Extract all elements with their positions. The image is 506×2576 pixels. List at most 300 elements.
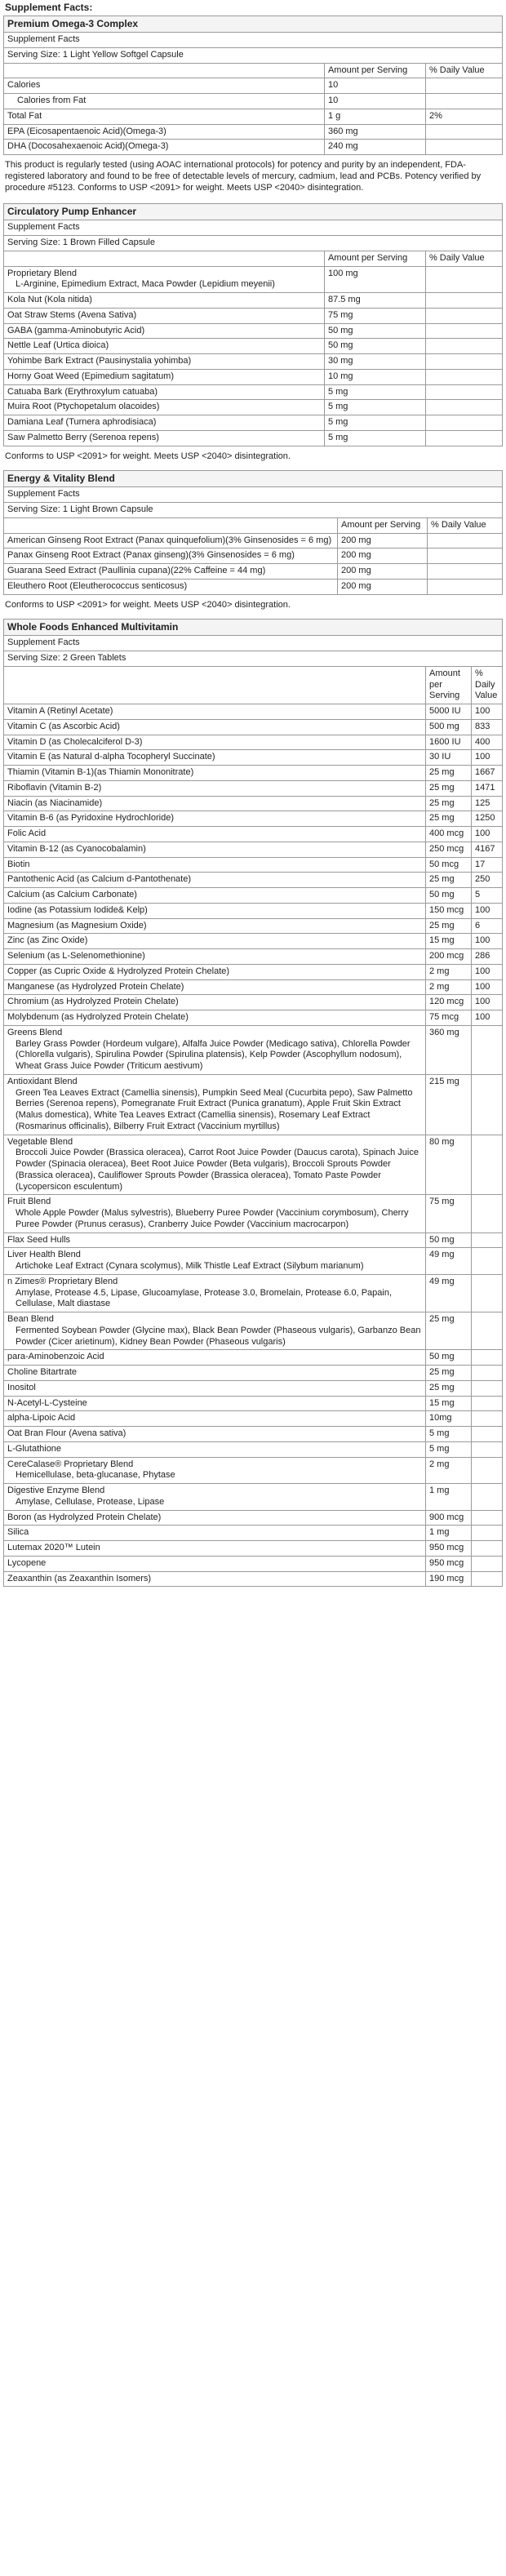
circ-ingredient-name: Catuaba Bark (Erythroxylum catuaba) bbox=[7, 386, 158, 397]
multi-ingredient-name: CereCalase® Proprietary Blend bbox=[7, 1459, 134, 1469]
multi-row bbox=[4, 1380, 503, 1396]
multi-dv-cell bbox=[472, 1526, 503, 1541]
circ-dv-cell bbox=[425, 354, 502, 370]
multi-row bbox=[4, 1350, 503, 1366]
energy-note: Conforms to USP <2091> for weight. Meets USP <2040> disintegration. bbox=[5, 599, 291, 610]
circ-ingredient-cell bbox=[4, 354, 325, 370]
circ-ingredient-cell bbox=[4, 384, 325, 400]
multi-dv-cell: 100 bbox=[472, 1010, 503, 1026]
multi-row bbox=[4, 1571, 503, 1587]
multi-ingredient-cell bbox=[4, 979, 426, 995]
multi-dv-cell: 1250 bbox=[472, 811, 503, 827]
multi-row bbox=[4, 1010, 503, 1026]
omega-amount-cell: 360 mg bbox=[324, 124, 425, 140]
circ-amount-cell: 5 mg bbox=[324, 400, 425, 415]
multi-ingredient-cell bbox=[4, 1248, 426, 1275]
multi-dv-cell: 100 bbox=[472, 704, 503, 720]
multi-ingredient-cell bbox=[4, 750, 426, 766]
multi-ingredient-cell bbox=[4, 873, 426, 888]
energy-ingredient-cell bbox=[4, 579, 338, 594]
energy-amount-cell: 200 mg bbox=[338, 533, 428, 549]
energy-amount-cell: 200 mg bbox=[338, 549, 428, 564]
multi-dv-cell bbox=[472, 1396, 503, 1411]
multi-ingredient-cell bbox=[4, 1366, 426, 1381]
multi-row bbox=[4, 1484, 503, 1511]
multi-ingredient-name: Vegetable Blend bbox=[7, 1136, 73, 1147]
circ-row bbox=[4, 323, 503, 339]
multi-ingredient-name: Riboflavin (Vitamin B-2) bbox=[7, 782, 102, 793]
multi-dv-cell bbox=[472, 1074, 503, 1135]
circ-row bbox=[4, 430, 503, 446]
multi-ingredient-name: alpha-Lipoic Acid bbox=[7, 1413, 76, 1423]
circ-row bbox=[4, 266, 503, 293]
multi-dv-cell bbox=[472, 1571, 503, 1587]
multi-ingredient-cell bbox=[4, 1312, 426, 1350]
multi-blend-ingredients: Hemicellulase, beta-glucanase, Phytase bbox=[16, 1470, 175, 1481]
multi-amount-cell: 25 mg bbox=[426, 1380, 472, 1396]
multi-blend-ingredients: Green Tea Leaves Extract (Camellia sinensis), Pumpkin Seed Meal (Cucurbita pepo), Saw Palmetto Berries (Serenoa repens), Pomegranate Fruit Extract (Punica granatum), Apple Fruit Skin Extract (Malus domestica), White Tea Leaves Extract (Camellia sinensis), Rosemary Leaf Extract (Rosmarinus officinalis), Bilberry Fruit Extract (Vaccinium myrtillus) bbox=[16, 1087, 413, 1131]
circ-ingredient-cell bbox=[4, 293, 325, 309]
multi-amount-cell: 25 mg bbox=[426, 796, 472, 811]
multi-header-blank bbox=[4, 666, 426, 704]
multi-amount-cell: 150 mcg bbox=[426, 903, 472, 918]
multi-ingredient-name: Manganese (as Hydrolyzed Protein Chelate) bbox=[7, 981, 184, 992]
multi-ingredient-cell bbox=[4, 842, 426, 857]
energy-ingredient-cell bbox=[4, 549, 338, 564]
multi-ingredient-cell bbox=[4, 1380, 426, 1396]
omega-amount-cell: 240 mg bbox=[324, 140, 425, 155]
multi-ingredient-cell bbox=[4, 1541, 426, 1557]
energy-serving-size: Serving Size: 1 Light Brown Capsule bbox=[4, 503, 503, 518]
multi-amount-cell: 2 mg bbox=[426, 964, 472, 979]
multi-ingredient-cell bbox=[4, 704, 426, 720]
multi-row bbox=[4, 1541, 503, 1557]
multi-ingredient-cell bbox=[4, 964, 426, 979]
multi-ingredient-cell bbox=[4, 827, 426, 842]
multi-dv-cell: 100 bbox=[472, 750, 503, 766]
circ-ingredient-name: Nettle Leaf (Urtica dioica) bbox=[7, 340, 109, 351]
multi-ingredient-cell bbox=[4, 1510, 426, 1526]
multi-amount-cell: 190 mcg bbox=[426, 1571, 472, 1587]
multi-ingredient-name: Antioxidant Blend bbox=[7, 1076, 78, 1086]
multi-dv-cell bbox=[472, 1484, 503, 1511]
multi-ingredient-name: Pantothenic Acid (as Calcium d-Pantothenate) bbox=[7, 874, 192, 885]
circ-dv-cell bbox=[425, 369, 502, 384]
multi-ingredient-cell bbox=[4, 1526, 426, 1541]
energy-ingredient-name: Guarana Seed Extract (Paullinia cupana)(22% Caffeine = 44 mg) bbox=[7, 566, 266, 575]
omega-dv-cell: 2% bbox=[425, 109, 502, 124]
multi-ingredient-name: n Zimes® Proprietary Blend bbox=[7, 1276, 118, 1286]
multi-ingredient-name: Niacin (as Niacinamide) bbox=[7, 797, 103, 808]
multi-amount-cell: 950 mcg bbox=[426, 1541, 472, 1557]
multi-amount-cell: 950 mcg bbox=[426, 1556, 472, 1571]
circ-ingredient-cell bbox=[4, 339, 325, 354]
circ-facts-label: Supplement Facts bbox=[4, 220, 503, 236]
multi-amount-cell: 50 mg bbox=[426, 888, 472, 904]
omega-ingredient-cell bbox=[4, 124, 325, 140]
multi-serving-size: Serving Size: 2 Green Tablets bbox=[4, 651, 503, 667]
multi-amount-cell: 400 mcg bbox=[426, 827, 472, 842]
circ-amount-cell: 100 mg bbox=[324, 266, 425, 293]
omega-ingredient-cell bbox=[4, 140, 325, 155]
multi-row bbox=[4, 873, 503, 888]
multi-ingredient-cell bbox=[4, 1274, 426, 1312]
multi-row bbox=[4, 995, 503, 1010]
circ-title: Circulatory Pump Enhancer bbox=[4, 204, 503, 220]
circ-dv-cell bbox=[425, 430, 502, 446]
circ-row bbox=[4, 369, 503, 384]
omega-header-blank bbox=[4, 63, 325, 78]
omega-col-amount: Amount per Serving bbox=[324, 63, 425, 78]
circ-dv-cell bbox=[425, 308, 502, 323]
multi-dv-cell bbox=[472, 1025, 503, 1074]
circ-note: Conforms to USP <2091> for weight. Meets USP <2040> disintegration. bbox=[5, 451, 291, 461]
multi-ingredient-name: Iodine (as Potassium Iodide& Kelp) bbox=[7, 904, 148, 915]
multi-row bbox=[4, 766, 503, 781]
multi-row bbox=[4, 827, 503, 842]
energy-header-blank bbox=[4, 517, 338, 533]
omega-ingredient-name: Total Fat bbox=[7, 110, 42, 121]
energy-dv-cell bbox=[428, 533, 503, 549]
multi-dv-cell bbox=[472, 1312, 503, 1350]
multi-row bbox=[4, 903, 503, 918]
multi-amount-cell: 5 mg bbox=[426, 1441, 472, 1457]
multi-blend-ingredients: Fermented Soybean Powder (Glycine max), Black Bean Powder (Phaseous vulgaris), Garbanzo Bean Powder (Cicer arietinum), Kidney Bean Powder (Phaseous vulgaris) bbox=[16, 1325, 421, 1347]
multi-row bbox=[4, 704, 503, 720]
multi-dv-cell: 17 bbox=[472, 857, 503, 873]
multi-row bbox=[4, 964, 503, 979]
multi-ingredient-name: Oat Bran Flour (Avena sativa) bbox=[7, 1428, 126, 1438]
multi-row bbox=[4, 1025, 503, 1074]
circ-row bbox=[4, 400, 503, 415]
circ-facts-table bbox=[3, 203, 503, 446]
multi-dv-cell bbox=[472, 1232, 503, 1248]
multi-ingredient-name: Inositol bbox=[7, 1382, 36, 1392]
multi-ingredient-cell bbox=[4, 1484, 426, 1511]
multi-amount-cell: 200 mcg bbox=[426, 949, 472, 965]
circ-ingredient-cell bbox=[4, 266, 325, 293]
multi-ingredient-name: Digestive Enzyme Blend bbox=[7, 1486, 105, 1495]
multi-dv-cell bbox=[472, 1380, 503, 1396]
multi-ingredient-cell bbox=[4, 735, 426, 750]
energy-facts-table bbox=[3, 470, 503, 594]
multi-blend-ingredients: Broccoli Juice Powder (Brassica oleracea), Carrot Root Juice Powder (Daucus carota), Spinach Juice Powder (Spinacia oleracea), Beet Root Juice Powder (Beta vulgaris), Broccoli Sprouts Powder (Brassica oleracea), Cauliflower Sprouts Powder (Brassica oleracea), Tomato Paste Powder (Lycopersicon esculentum) bbox=[16, 1148, 419, 1192]
multi-ingredient-cell bbox=[4, 857, 426, 873]
omega-row bbox=[4, 94, 503, 109]
circ-ingredient-name: Saw Palmetto Berry (Serenoa repens) bbox=[7, 432, 159, 442]
circ-row bbox=[4, 339, 503, 354]
multi-ingredient-name: Liver Health Blend bbox=[7, 1250, 81, 1260]
multi-ingredient-cell bbox=[4, 1232, 426, 1248]
energy-ingredient-cell bbox=[4, 564, 338, 580]
multi-row bbox=[4, 1074, 503, 1135]
energy-dv-cell bbox=[428, 549, 503, 564]
multi-ingredient-cell bbox=[4, 1441, 426, 1457]
multi-ingredient-cell bbox=[4, 1411, 426, 1427]
multi-row bbox=[4, 1457, 503, 1484]
multi-amount-cell: 215 mg bbox=[426, 1074, 472, 1135]
multi-dv-cell bbox=[472, 1195, 503, 1232]
multi-ingredient-cell bbox=[4, 796, 426, 811]
multi-row bbox=[4, 1232, 503, 1248]
multi-dv-cell: 100 bbox=[472, 995, 503, 1010]
multi-ingredient-cell bbox=[4, 1571, 426, 1587]
multi-ingredient-name: Folic Acid bbox=[7, 828, 47, 838]
multi-row bbox=[4, 918, 503, 934]
multi-ingredient-cell bbox=[4, 1074, 426, 1135]
multi-amount-cell: 120 mcg bbox=[426, 995, 472, 1010]
multi-blend-ingredients: Whole Apple Powder (Malus sylvestris), Blueberry Puree Powder (Vaccinium corymbosum), Cherry Puree Powder (Prunus cerasus), Cranberry Juice Powder (Vaccinium macrocarpon) bbox=[16, 1208, 409, 1229]
multi-dv-cell bbox=[472, 1556, 503, 1571]
multi-row bbox=[4, 1366, 503, 1381]
omega-dv-cell bbox=[425, 140, 502, 155]
multi-amount-cell: 2 mg bbox=[426, 979, 472, 995]
circ-ingredient-name: Oat Straw Stems (Avena Sativa) bbox=[7, 309, 137, 320]
multi-ingredient-name: Lycopene bbox=[7, 1557, 47, 1568]
multi-ingredient-cell bbox=[4, 918, 426, 934]
circ-col-amount: Amount per Serving bbox=[324, 251, 425, 266]
multi-dv-cell: 400 bbox=[472, 735, 503, 750]
multi-dv-cell: 100 bbox=[472, 827, 503, 842]
multi-ingredient-name: Flax Seed Hulls bbox=[7, 1234, 71, 1245]
omega-dv-cell bbox=[425, 94, 502, 109]
multi-dv-cell: 100 bbox=[472, 964, 503, 979]
circ-amount-cell: 10 mg bbox=[324, 369, 425, 384]
multi-amount-cell: 50 mcg bbox=[426, 857, 472, 873]
multi-amount-cell: 1 mg bbox=[426, 1484, 472, 1511]
multi-dv-cell bbox=[472, 1541, 503, 1557]
multi-row bbox=[4, 857, 503, 873]
multi-row bbox=[4, 1248, 503, 1275]
circ-serving-size: Serving Size: 1 Brown Filled Capsule bbox=[4, 236, 503, 251]
multi-ingredient-name: Greens Blend bbox=[7, 1027, 63, 1037]
multi-dv-cell bbox=[472, 1441, 503, 1457]
multi-ingredient-name: Vitamin E (as Natural d-alpha Tocopheryl Succinate) bbox=[7, 752, 215, 762]
multi-amount-cell: 1600 IU bbox=[426, 735, 472, 750]
multi-ingredient-cell bbox=[4, 780, 426, 796]
multi-ingredient-name: Vitamin B-12 (as Cyanocobalamin) bbox=[7, 843, 146, 854]
multi-amount-cell: 25 mg bbox=[426, 873, 472, 888]
circ-amount-cell: 5 mg bbox=[324, 384, 425, 400]
multi-amount-cell: 1 mg bbox=[426, 1526, 472, 1541]
omega-facts-label: Supplement Facts bbox=[4, 33, 503, 48]
energy-row bbox=[4, 579, 503, 594]
multi-ingredient-name: Lutemax 2020™ Lutein bbox=[7, 1543, 100, 1552]
multi-row bbox=[4, 888, 503, 904]
energy-row bbox=[4, 549, 503, 564]
multi-ingredient-name: Boron (as Hydrolyzed Protein Chelate) bbox=[7, 1512, 162, 1522]
circ-dv-cell bbox=[425, 384, 502, 400]
multi-row bbox=[4, 1427, 503, 1442]
multi-ingredient-name: Molybdenum (as Hydrolyzed Protein Chelate) bbox=[7, 1012, 189, 1022]
multi-amount-cell: 250 mcg bbox=[426, 842, 472, 857]
circ-amount-cell: 50 mg bbox=[324, 323, 425, 339]
omega-ingredient-name: Calories from Fat bbox=[17, 95, 87, 105]
omega-dv-cell bbox=[425, 124, 502, 140]
multi-row bbox=[4, 1510, 503, 1526]
multi-ingredient-name: N-Acetyl-L-Cysteine bbox=[7, 1397, 87, 1408]
multi-ingredient-cell bbox=[4, 1010, 426, 1026]
multi-amount-cell: 49 mg bbox=[426, 1248, 472, 1275]
omega-note: This product is regularly tested (using AOAC international protocols) for potency and purity by an independent, FDA-registered laboratory and found to be free of detectable levels of mercury, cadmium, lead and PCBs. Potency verified by procedure #5123. Conforms to USP <2091> for weight. Meets USP <2040> disintegration. bbox=[5, 160, 482, 193]
omega-row bbox=[4, 124, 503, 140]
multi-ingredient-cell bbox=[4, 1025, 426, 1074]
multi-ingredient-cell bbox=[4, 995, 426, 1010]
circ-row bbox=[4, 293, 503, 309]
energy-amount-cell: 200 mg bbox=[338, 564, 428, 580]
circ-ingredient-name: GABA (gamma-Aminobutyric Acid) bbox=[7, 325, 145, 335]
multi-ingredient-name: Selenium (as L-Selenomethionine) bbox=[7, 951, 145, 961]
circ-amount-cell: 30 mg bbox=[324, 354, 425, 370]
multi-dv-cell: 100 bbox=[472, 934, 503, 949]
multi-row bbox=[4, 1441, 503, 1457]
multi-blend-ingredients: Amylase, Protease 4.5, Lipase, Glucoamylase, Protease 3.0, Bromelain, Protease 6.0, Papain, Cellulase, Malt diastase bbox=[16, 1287, 393, 1309]
multi-ingredient-cell bbox=[4, 766, 426, 781]
circ-dv-cell bbox=[425, 293, 502, 309]
page-heading: Supplement Facts: bbox=[5, 2, 93, 13]
multi-ingredient-name: Chromium (as Hydrolyzed Protein Chelate) bbox=[7, 997, 179, 1007]
multi-ingredient-name: Vitamin B-6 (as Pyridoxine Hydrochloride) bbox=[7, 813, 174, 824]
energy-ingredient-cell bbox=[4, 533, 338, 549]
multi-ingredient-cell bbox=[4, 1396, 426, 1411]
omega-title: Premium Omega-3 Complex bbox=[4, 16, 503, 33]
multi-amount-cell: 15 mg bbox=[426, 934, 472, 949]
energy-ingredient-name: American Ginseng Root Extract (Panax quinquefolium)(3% Ginsenosides = 6 mg) bbox=[7, 535, 332, 545]
omega-amount-cell: 1 g bbox=[324, 109, 425, 124]
circ-amount-cell: 50 mg bbox=[324, 339, 425, 354]
circ-ingredient-cell bbox=[4, 430, 325, 446]
omega-amount-cell: 10 bbox=[324, 78, 425, 94]
multi-amount-cell: 75 mg bbox=[426, 1195, 472, 1232]
multi-ingredient-cell bbox=[4, 1135, 426, 1195]
omega-facts-table bbox=[3, 16, 503, 155]
multi-dv-cell bbox=[472, 1135, 503, 1195]
energy-title: Energy & Vitality Blend bbox=[4, 471, 503, 487]
omega-ingredient-name: Calories bbox=[7, 80, 41, 91]
multi-row bbox=[4, 796, 503, 811]
circ-dv-cell bbox=[425, 266, 502, 293]
omega-ingredient-cell bbox=[4, 94, 325, 109]
multi-ingredient-cell bbox=[4, 949, 426, 965]
multi-amount-cell: 2 mg bbox=[426, 1457, 472, 1484]
multi-ingredient-name: Silica bbox=[7, 1527, 29, 1538]
omega-ingredient-cell bbox=[4, 78, 325, 94]
omega-ingredient-name: EPA (Eicosapentaenoic Acid)(Omega-3) bbox=[7, 126, 166, 136]
omega-ingredient-name: DHA (Docosahexaenoic Acid)(Omega-3) bbox=[7, 141, 169, 152]
multi-ingredient-name: Fruit Blend bbox=[7, 1197, 51, 1207]
energy-dv-cell bbox=[428, 579, 503, 594]
multi-amount-cell: 50 mg bbox=[426, 1350, 472, 1366]
multi-dv-cell: 5 bbox=[472, 888, 503, 904]
multi-blend-ingredients: Artichoke Leaf Extract (Cynara scolymus), Milk Thistle Leaf Extract (Silybum marianum) bbox=[16, 1261, 364, 1271]
circ-ingredient-cell bbox=[4, 323, 325, 339]
omega-dv-cell bbox=[425, 78, 502, 94]
circ-dv-cell bbox=[425, 415, 502, 431]
multi-dv-cell: 1471 bbox=[472, 780, 503, 796]
omega-row bbox=[4, 78, 503, 94]
energy-ingredient-name: Panax Ginseng Root Extract (Panax ginseng)(3% Ginsenosides = 6 mg) bbox=[7, 550, 295, 561]
multi-ingredient-name: Calcium (as Calcium Carbonate) bbox=[7, 890, 137, 899]
multi-amount-cell: 25 mg bbox=[426, 811, 472, 827]
multi-ingredient-cell bbox=[4, 934, 426, 949]
multi-row bbox=[4, 1411, 503, 1427]
multi-dv-cell bbox=[472, 1427, 503, 1442]
multi-dv-cell bbox=[472, 1248, 503, 1275]
omega-col-dv: % Daily Value bbox=[425, 63, 502, 78]
multi-ingredient-name: Vitamin C (as Ascorbic Acid) bbox=[7, 721, 120, 731]
multi-amount-cell: 25 mg bbox=[426, 1366, 472, 1381]
energy-dv-cell bbox=[428, 564, 503, 580]
multi-amount-cell: 900 mcg bbox=[426, 1510, 472, 1526]
circ-row bbox=[4, 354, 503, 370]
multi-row bbox=[4, 780, 503, 796]
multi-blend-ingredients: Amylase, Cellulase, Protease, Lipase bbox=[16, 1496, 165, 1507]
multi-amount-cell: 30 IU bbox=[426, 750, 472, 766]
multi-ingredient-cell bbox=[4, 719, 426, 735]
multi-ingredient-name: Bean Blend bbox=[7, 1314, 54, 1324]
circ-ingredient-name: Kola Nut (Kola nitida) bbox=[7, 295, 92, 304]
multi-ingredient-name: L-Glutathione bbox=[7, 1443, 62, 1454]
multi-dv-cell: 6 bbox=[472, 918, 503, 934]
multi-ingredient-name: Biotin bbox=[7, 859, 30, 869]
multi-ingredient-cell bbox=[4, 1427, 426, 1442]
multi-amount-cell: 25 mg bbox=[426, 766, 472, 781]
multi-facts-table bbox=[3, 619, 503, 1587]
multi-dv-cell: 100 bbox=[472, 903, 503, 918]
multi-row bbox=[4, 1135, 503, 1195]
multi-ingredient-name: Vitamin A (Retinyl Acetate) bbox=[7, 706, 113, 716]
multi-dv-cell: 286 bbox=[472, 949, 503, 965]
multi-dv-cell bbox=[472, 1366, 503, 1381]
multi-amount-cell: 5000 IU bbox=[426, 704, 472, 720]
circ-row bbox=[4, 384, 503, 400]
energy-row bbox=[4, 564, 503, 580]
circ-amount-cell: 87.5 mg bbox=[324, 293, 425, 309]
multi-amount-cell: 80 mg bbox=[426, 1135, 472, 1195]
multi-dv-cell: 125 bbox=[472, 796, 503, 811]
multi-row bbox=[4, 1195, 503, 1232]
multi-row bbox=[4, 1274, 503, 1312]
multi-amount-cell: 25 mg bbox=[426, 1312, 472, 1350]
multi-ingredient-cell bbox=[4, 1350, 426, 1366]
multi-title: Whole Foods Enhanced Multivitamin bbox=[4, 620, 503, 636]
energy-col-amount: Amount per Serving bbox=[338, 517, 428, 533]
circ-amount-cell: 5 mg bbox=[324, 430, 425, 446]
circ-header-blank bbox=[4, 251, 325, 266]
circ-ingredient-name: Proprietary Blend bbox=[7, 268, 77, 278]
circ-row bbox=[4, 308, 503, 323]
multi-row bbox=[4, 842, 503, 857]
circ-ingredient-cell bbox=[4, 369, 325, 384]
circ-row bbox=[4, 415, 503, 431]
circ-ingredient-name: Muira Root (Ptychopetalum olacoides) bbox=[7, 402, 160, 412]
multi-row bbox=[4, 979, 503, 995]
multi-facts-label: Supplement Facts bbox=[4, 636, 503, 651]
multi-dv-cell bbox=[472, 1274, 503, 1312]
multi-col-dv: % Daily Value bbox=[472, 666, 503, 704]
circ-amount-cell: 75 mg bbox=[324, 308, 425, 323]
energy-amount-cell: 200 mg bbox=[338, 579, 428, 594]
multi-amount-cell: 25 mg bbox=[426, 918, 472, 934]
multi-dv-cell bbox=[472, 1457, 503, 1484]
multi-ingredient-cell bbox=[4, 1457, 426, 1484]
multi-amount-cell: 50 mg bbox=[426, 1232, 472, 1248]
multi-row bbox=[4, 949, 503, 965]
multi-dv-cell bbox=[472, 1411, 503, 1427]
circ-ingredient-cell bbox=[4, 415, 325, 431]
multi-ingredient-name: Zeaxanthin (as Zeaxanthin Isomers) bbox=[7, 1573, 152, 1583]
multi-ingredient-cell bbox=[4, 811, 426, 827]
